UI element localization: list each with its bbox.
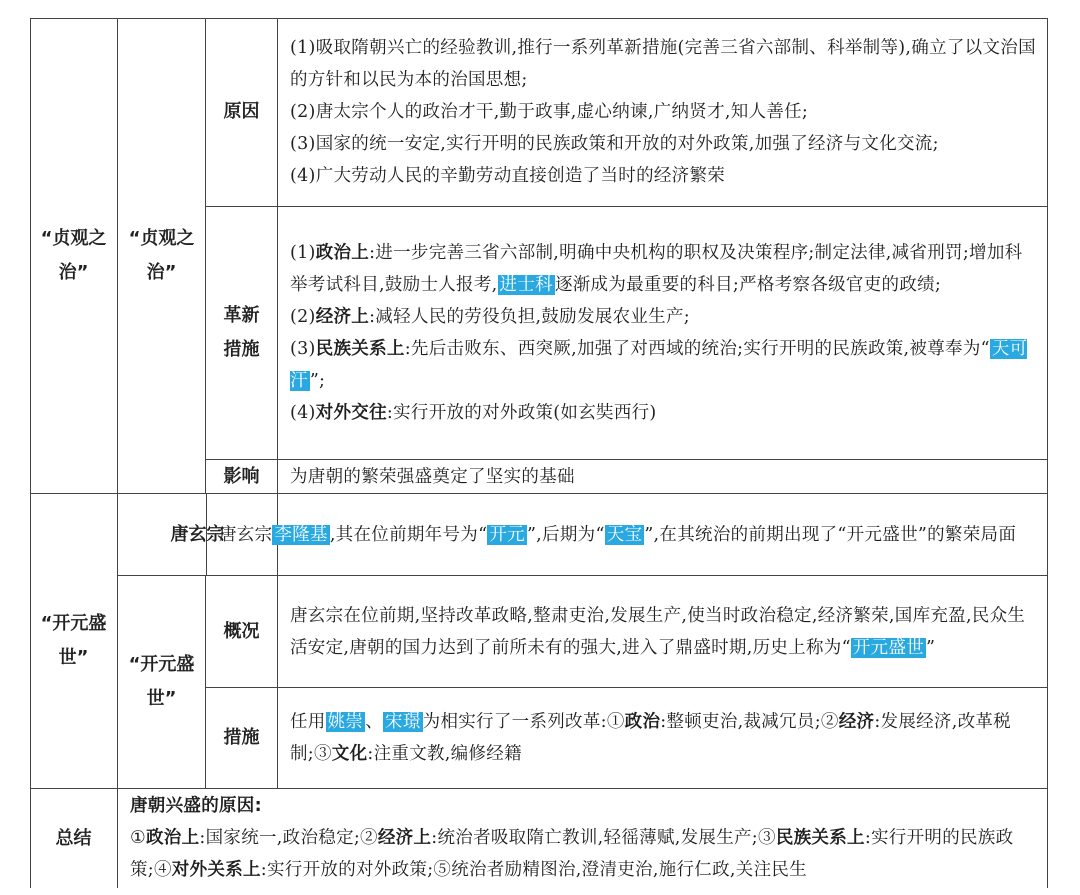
emperor-xuanzong-label: 唐玄宗 bbox=[118, 494, 278, 576]
reform-measures-content bbox=[278, 207, 1048, 460]
measure-item-3: (3)民族关系上:先后击败东、西突厥,加强了对西域的统治;实行开明的民族政策,被尊奉为“ 天可汗 ”; bbox=[290, 339, 1028, 391]
highlight-kaiyuan-shengshi: 开元盛世 bbox=[852, 637, 925, 658]
reasons-content bbox=[278, 18, 1048, 207]
measure-key-ethnic: 民族关系上 bbox=[315, 339, 405, 359]
highlight-lilongji: 李隆基 bbox=[274, 524, 328, 545]
highlight-tianbao: 天宝 bbox=[606, 524, 643, 545]
highlight-jinshike: 进士科 bbox=[499, 275, 553, 295]
kaiyuan-main-label: “开元盛世” bbox=[30, 494, 118, 789]
highlight-yaochong: 姚崇 bbox=[327, 712, 364, 732]
summary-text: ①政治上:国家统一,政治稳定;②经济上:统治者吸取隋亡教训,轻徭薄赋,发展生产;③民族关系上:实行开明的民族政策;④对外关系上:实行开放的对外政策;⑤统治者励精图治,澄清吏治,施行仁政,关注民生 bbox=[130, 828, 1014, 880]
measure-key-politics: 政治上 bbox=[315, 243, 370, 263]
zhenguan-sub-label: “贞观之治” bbox=[118, 18, 206, 494]
reasons-label: 原因 bbox=[206, 18, 278, 207]
kaiyuan-measures-label: 措施 bbox=[206, 688, 278, 789]
influence-label: 影响 bbox=[206, 460, 278, 494]
measure-item-4: (4)对外交往:实行开放的对外政策(如玄奘西行) bbox=[290, 403, 657, 423]
measure-key-foreign: 对外交往 bbox=[315, 403, 387, 423]
measure-key-economy: 经济上 bbox=[315, 307, 370, 327]
reason-item-4: (4)广大劳动人民的辛勤劳动直接创造了当时的经济繁荣 bbox=[290, 166, 726, 186]
influence-content: 为唐朝的繁荣强盛奠定了坚实的基础 bbox=[278, 460, 1048, 494]
highlight-songjing: 宋璟 bbox=[385, 712, 421, 732]
highlight-tiankehan: 天可汗 bbox=[290, 339, 1028, 391]
highlight-kaiyuan: 开元 bbox=[489, 524, 525, 545]
kaiyuan-measures-content: 任用 姚崇 、 宋璟 为相实行了一系列改革:①政治:整顿吏治,裁减冗员;②经济:发展经济,改革税制;③文化:注重文教,编修经籍 bbox=[278, 688, 1048, 789]
measure-item-1: (1)政治上:进一步完善三省六部制,明确中央机构的职权及决策程序;制定法律,减省刑罚;增加科举考试科目,鼓励士人报考, 进士科 逐渐成为最重要的科目;严格考察各级官吏的政绩; bbox=[290, 243, 1023, 295]
summary-heading: 唐朝兴盛的原因: bbox=[130, 796, 262, 816]
summary-content bbox=[118, 789, 1048, 888]
reason-item-3: (3)国家的统一安定,实行开明的民族政策和开放的对外政策,加强了经济与文化交流; bbox=[290, 134, 939, 154]
reason-item-1: (1)吸取隋朝兴亡的经验教训,推行一系列革新措施(完善三省六部制、科举制等),确立了以文治国的方针和以民为本的治国思想; bbox=[290, 38, 1036, 90]
kaiyuan-sub-label: “开元盛世” bbox=[118, 576, 206, 789]
emperor-xuanzong-content: 唐玄宗 李隆基 ,其在位前期年号为“ 开元 ”,后期为“ 天宝 ”,在其统治的前期出现了“开元盛世”的繁荣局面 bbox=[206, 494, 1048, 576]
measure-item-2: (2)经济上:减轻人民的劳役负担,鼓励发展农业生产; bbox=[290, 307, 690, 327]
summary-label: 总结 bbox=[30, 789, 118, 888]
history-summary-table bbox=[30, 18, 1048, 888]
reform-measures-label: 革新措施 bbox=[206, 207, 278, 460]
overview-content: 唐玄宗在位前期,坚持改革政略,整肃吏治,发展生产,使当时政治稳定,经济繁荣,国库充盈,民众生活安定,唐朝的国力达到了前所未有的强大,进入了鼎盛时期,历史上称为“ 开元盛世 ” bbox=[278, 576, 1048, 688]
zhenguan-main-label: “贞观之治” bbox=[30, 18, 118, 494]
overview-label: 概况 bbox=[206, 576, 278, 688]
reason-item-2: (2)唐太宗个人的政治才干,勤于政事,虚心纳谏,广纳贤才,知人善任; bbox=[290, 102, 809, 122]
